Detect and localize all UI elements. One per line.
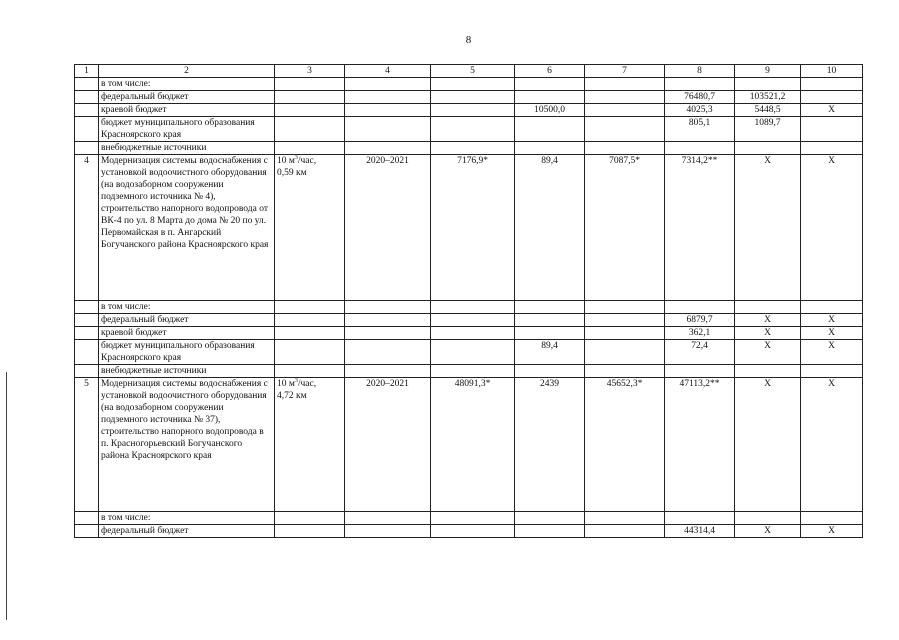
- column-number-header: 5: [431, 65, 515, 78]
- cell: Х: [735, 525, 801, 538]
- column-number-header: 6: [515, 65, 585, 78]
- cell: [345, 314, 431, 327]
- cell: [735, 365, 801, 378]
- cell: [75, 142, 99, 155]
- cell: [515, 512, 585, 525]
- budget-table: [74, 64, 863, 538]
- cell: [515, 117, 585, 142]
- cell: Х: [735, 327, 801, 340]
- binding-margin-line: [6, 372, 7, 620]
- cell: [585, 104, 665, 117]
- cell: внебюджетные источники: [99, 365, 275, 378]
- item-period: 2020–2021: [345, 378, 431, 512]
- cell: [735, 142, 801, 155]
- cell: [75, 340, 99, 365]
- cell: [275, 104, 345, 117]
- cell: [275, 314, 345, 327]
- cell: [345, 142, 431, 155]
- item-number: 5: [75, 378, 99, 512]
- cell: [431, 104, 515, 117]
- cell: [275, 327, 345, 340]
- cell: [345, 78, 431, 91]
- table-row: [75, 525, 863, 538]
- table-row: [75, 117, 863, 142]
- cell: федеральный бюджет: [99, 91, 275, 104]
- cell: 5448,5: [735, 104, 801, 117]
- cell: Х: [801, 155, 863, 301]
- table-row: [75, 78, 863, 91]
- cell: в том числе:: [99, 78, 275, 91]
- column-number-header: 2: [99, 65, 275, 78]
- cell: [345, 91, 431, 104]
- item-capacity: 10 $м^3$/час, 0,59 км: [275, 155, 345, 301]
- cell: [431, 314, 515, 327]
- cell: [585, 301, 665, 314]
- cell: Х: [735, 314, 801, 327]
- cell: [431, 142, 515, 155]
- cell: федеральный бюджет: [99, 314, 275, 327]
- item-description: Модернизация системы водоснабжения с установкой водоочистного оборудования (на водозаборном сооружении подземного источника № 4), строительство напорного водопровода от ВК-4 по ул. 8 Марта до дома № 20 по ул. Первомайская в п. Ангарский Богучанского района Красноярского края: [99, 155, 275, 301]
- cell: [345, 117, 431, 142]
- cell: краевой бюджет: [99, 104, 275, 117]
- cell: [665, 365, 735, 378]
- cell: [515, 365, 585, 378]
- cell: [585, 91, 665, 104]
- cell: [585, 78, 665, 91]
- table-row: [75, 314, 863, 327]
- cell: [515, 301, 585, 314]
- cell: [275, 117, 345, 142]
- cell: [431, 340, 515, 365]
- cell: [431, 327, 515, 340]
- item-description: Модернизация системы водоснабжения с установкой водоочистного оборудования (на водозаборном сооружении подземного источника № 37), строительство напорного водопровода в п. Красногорьевский Богучанского района Красноярского края: [99, 378, 275, 512]
- cell: [431, 78, 515, 91]
- cell: [801, 512, 863, 525]
- cell: 76480,7: [665, 91, 735, 104]
- cell: краевой бюджет: [99, 327, 275, 340]
- column-number-header: 9: [735, 65, 801, 78]
- cell: [345, 340, 431, 365]
- cell: [665, 142, 735, 155]
- cell: Х: [735, 378, 801, 512]
- cell: Х: [801, 104, 863, 117]
- cell: [75, 117, 99, 142]
- cell: [515, 91, 585, 104]
- cell: [431, 117, 515, 142]
- cell: [801, 91, 863, 104]
- cell: [515, 78, 585, 91]
- cell: [515, 314, 585, 327]
- cell: 2439: [515, 378, 585, 512]
- table-row-item-4: [75, 155, 863, 301]
- cell: [801, 117, 863, 142]
- cell: [585, 327, 665, 340]
- cell: [515, 525, 585, 538]
- cell: [585, 117, 665, 142]
- cell: 10500,0: [515, 104, 585, 117]
- cell: Х: [735, 340, 801, 365]
- column-number-header: 8: [665, 65, 735, 78]
- cell: Х: [801, 340, 863, 365]
- cell: [275, 142, 345, 155]
- cell: 6879,7: [665, 314, 735, 327]
- cell: [275, 512, 345, 525]
- cell: [665, 512, 735, 525]
- cell: 47113,2**: [665, 378, 735, 512]
- cell: [801, 365, 863, 378]
- cell: 7314,2**: [665, 155, 735, 301]
- table-header-row: [75, 65, 863, 78]
- table-row: [75, 301, 863, 314]
- cell: 7087,5*: [585, 155, 665, 301]
- item-capacity: 10 $м^3$/час, 4,72 км: [275, 378, 345, 512]
- cell: [665, 78, 735, 91]
- cell: [801, 142, 863, 155]
- table-row: [75, 327, 863, 340]
- cell: [75, 78, 99, 91]
- cell: [431, 512, 515, 525]
- column-number-header: 10: [801, 65, 863, 78]
- cell: [801, 301, 863, 314]
- cell: [585, 365, 665, 378]
- cell: [431, 91, 515, 104]
- cell: бюджет муниципального образования Красноярского края: [99, 340, 275, 365]
- table-row: [75, 142, 863, 155]
- cell: 7176,9*: [431, 155, 515, 301]
- cell: 1089,7: [735, 117, 801, 142]
- cell: 103521,2: [735, 91, 801, 104]
- cell: [735, 78, 801, 91]
- cell: [345, 327, 431, 340]
- cell: 89,4: [515, 155, 585, 301]
- cell: [275, 301, 345, 314]
- cell: [585, 512, 665, 525]
- column-number-header: 4: [345, 65, 431, 78]
- cell: [345, 365, 431, 378]
- cell: [275, 365, 345, 378]
- cell: [275, 340, 345, 365]
- cell: [345, 512, 431, 525]
- cell: федеральный бюджет: [99, 525, 275, 538]
- cell: Х: [801, 378, 863, 512]
- column-number-header: 7: [585, 65, 665, 78]
- cell: [275, 525, 345, 538]
- cell: Х: [735, 155, 801, 301]
- column-number-header: 1: [75, 65, 99, 78]
- cell: [275, 91, 345, 104]
- cell: 362,1: [665, 327, 735, 340]
- cell: [665, 301, 735, 314]
- cell: в том числе:: [99, 512, 275, 525]
- cell: [75, 365, 99, 378]
- cell: [515, 327, 585, 340]
- table-row: [75, 340, 863, 365]
- cell: 44314,4: [665, 525, 735, 538]
- cell: в том числе:: [99, 301, 275, 314]
- page-number: 8: [465, 34, 472, 46]
- cell: внебюджетные источники: [99, 142, 275, 155]
- cell: [75, 91, 99, 104]
- cell: [585, 525, 665, 538]
- table-row: [75, 104, 863, 117]
- item-number: 4: [75, 155, 99, 301]
- cell: бюджет муниципального образования Красноярского края: [99, 117, 275, 142]
- cell: [75, 314, 99, 327]
- cell: [345, 525, 431, 538]
- cell: [431, 525, 515, 538]
- cell: Х: [801, 327, 863, 340]
- cell: 89,4: [515, 340, 585, 365]
- cell: 805,1: [665, 117, 735, 142]
- cell: [515, 142, 585, 155]
- cell: [75, 525, 99, 538]
- cell: [275, 78, 345, 91]
- cell: [431, 365, 515, 378]
- table-row: [75, 365, 863, 378]
- table-row: [75, 512, 863, 525]
- cell: [585, 314, 665, 327]
- cell: [735, 512, 801, 525]
- cell: [585, 340, 665, 365]
- cell: Х: [801, 525, 863, 538]
- cell: [801, 78, 863, 91]
- cell: 45652,3*: [585, 378, 665, 512]
- cell: [345, 104, 431, 117]
- item-period: 2020–2021: [345, 155, 431, 301]
- cell: [75, 104, 99, 117]
- table-row-item-5: [75, 378, 863, 512]
- column-number-header: 3: [275, 65, 345, 78]
- cell: [75, 301, 99, 314]
- cell: [345, 301, 431, 314]
- table-row: [75, 91, 863, 104]
- cell: [431, 301, 515, 314]
- cell: 48091,3*: [431, 378, 515, 512]
- cell: [585, 142, 665, 155]
- cell: Х: [801, 314, 863, 327]
- cell: [75, 512, 99, 525]
- cell: [735, 301, 801, 314]
- cell: 72,4: [665, 340, 735, 365]
- cell: 4025,3: [665, 104, 735, 117]
- cell: [75, 327, 99, 340]
